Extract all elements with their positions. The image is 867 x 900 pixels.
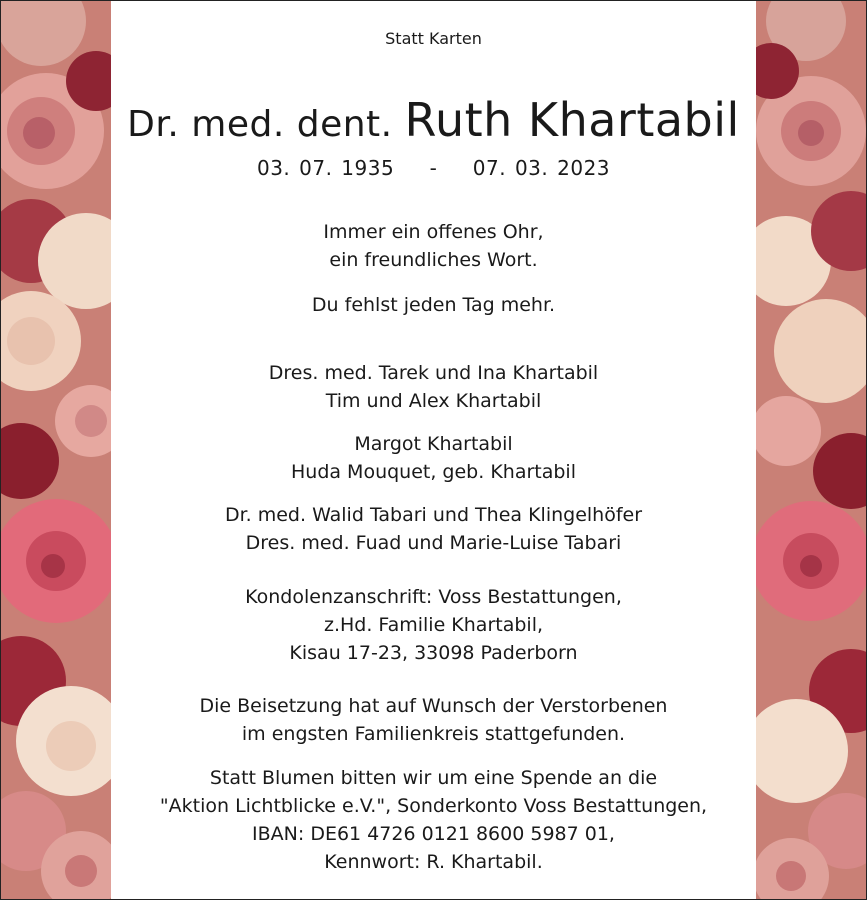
academic-title: Dr. med. dent. (127, 104, 393, 145)
verse-line: Du fehlst jeden Tag mehr. (311, 294, 556, 316)
mourner-line: Dres. med. Tarek und Ina Khartabil (268, 362, 599, 384)
kicker: Statt Karten (385, 29, 482, 48)
rose-border-left (1, 1, 111, 900)
donation-line: "Aktion Lichtblicke e.V.", Sonderkonto Voss Bestattungen, (159, 795, 708, 817)
rose-pattern-right (756, 1, 866, 900)
address-line: Kisau 17-23, 33098 Paderborn (289, 642, 578, 664)
burial-line: Die Beisetzung hat auf Wunsch der Verstorbenen (199, 695, 668, 717)
mourner-line: Margot Khartabil (354, 433, 513, 455)
date-dash: - (429, 156, 438, 180)
mourner-line: Huda Mouquet, geb. Khartabil (290, 461, 576, 483)
death-date: 07. 03. 2023 (472, 156, 611, 180)
rose-border-right (756, 1, 866, 900)
verse-line: ein freundliches Wort. (329, 249, 538, 271)
address-line: z.Hd. Familie Khartabil, (323, 614, 544, 636)
birth-date: 03. 07. 1935 (256, 156, 395, 180)
obituary-sheet (111, 1, 756, 900)
mourner-line: Dr. med. Walid Tabari und Thea Klingelhöfer (224, 504, 643, 526)
mourner-line: Dres. med. Fuad und Marie-Luise Tabari (245, 532, 622, 554)
mourner-line: Tim und Alex Khartabil (325, 390, 542, 412)
deceased-title (111, 93, 756, 147)
address-line: Kondolenzanschrift: Voss Bestattungen, (245, 586, 622, 608)
donation-iban: IBAN: DE61 4726 0121 8600 5987 01, (252, 823, 615, 845)
deceased-name: Ruth Khartabil (404, 93, 740, 147)
burial-line: im engsten Familienkreis stattgefunden. (241, 723, 626, 745)
life-dates (111, 156, 756, 180)
donation-keyword: Kennwort: R. Khartabil. (324, 851, 543, 873)
rose-pattern-left (1, 1, 111, 900)
donation-line: Statt Blumen bitten wir um eine Spende an die (209, 767, 658, 789)
verse-line: Immer ein offenes Ohr, (323, 221, 544, 243)
